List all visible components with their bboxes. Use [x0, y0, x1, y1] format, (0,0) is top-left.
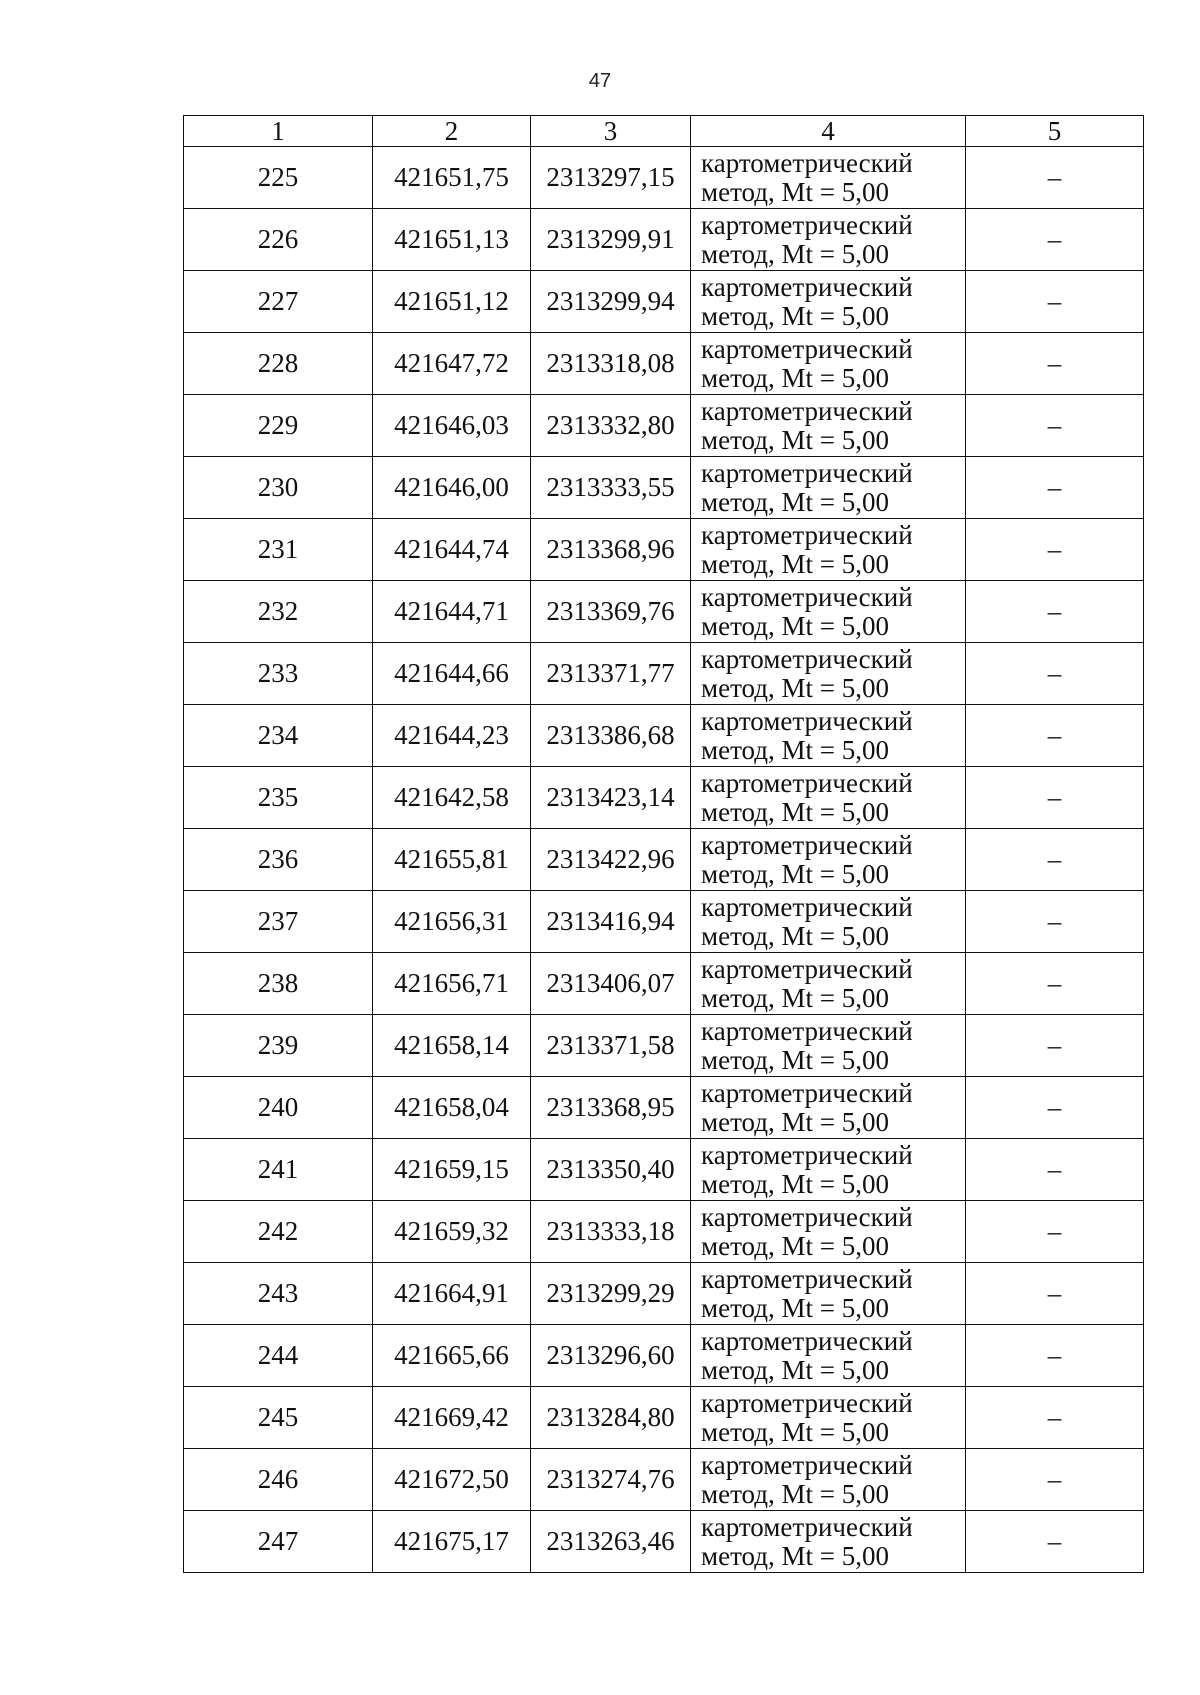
- method-line-2: метод, Mt = 5,00: [701, 1478, 889, 1509]
- table-row: [184, 1139, 1144, 1201]
- y-coordinate-cell: 2313333,55: [531, 457, 691, 519]
- column-5-cell: –: [966, 519, 1144, 581]
- column-5-cell: –: [966, 767, 1144, 829]
- table-row: [184, 829, 1144, 891]
- method-cell: [691, 705, 966, 767]
- table-row: [184, 147, 1144, 209]
- method-line-1: картометрический: [701, 1449, 913, 1480]
- table-row: [184, 1511, 1144, 1573]
- method-cell: [691, 1511, 966, 1573]
- point-number-cell: 234: [184, 705, 373, 767]
- method-cell: [691, 767, 966, 829]
- point-number-cell: 235: [184, 767, 373, 829]
- method-line-1: картометрический: [701, 1325, 913, 1356]
- header-col-1: 1: [184, 116, 373, 147]
- method-line-1: картометрический: [701, 1387, 913, 1418]
- method-line-1: картометрический: [701, 1263, 913, 1294]
- x-coordinate-cell: 421651,12: [373, 271, 531, 333]
- table-row: [184, 1201, 1144, 1263]
- table-row: [184, 519, 1144, 581]
- x-coordinate-cell: 421669,42: [373, 1387, 531, 1449]
- method-line-2: метод, Mt = 5,00: [701, 858, 889, 889]
- header-col-5: 5: [966, 116, 1144, 147]
- method-cell: [691, 519, 966, 581]
- method-cell: [691, 1325, 966, 1387]
- method-line-2: метод, Mt = 5,00: [701, 1106, 889, 1137]
- table-row: [184, 395, 1144, 457]
- x-coordinate-cell: 421655,81: [373, 829, 531, 891]
- point-number-cell: 245: [184, 1387, 373, 1449]
- table-body: [184, 147, 1144, 1573]
- point-number-cell: 244: [184, 1325, 373, 1387]
- y-coordinate-cell: 2313416,94: [531, 891, 691, 953]
- method-line-1: картометрический: [701, 829, 913, 860]
- column-5-cell: –: [966, 829, 1144, 891]
- column-5-cell: –: [966, 147, 1144, 209]
- point-number-cell: 236: [184, 829, 373, 891]
- table-row: [184, 891, 1144, 953]
- method-line-1: картометрический: [701, 1139, 913, 1170]
- x-coordinate-cell: 421659,32: [373, 1201, 531, 1263]
- y-coordinate-cell: 2313263,46: [531, 1511, 691, 1573]
- x-coordinate-cell: 421675,17: [373, 1511, 531, 1573]
- method-line-2: метод, Mt = 5,00: [701, 1168, 889, 1199]
- y-coordinate-cell: 2313369,76: [531, 581, 691, 643]
- table-row: [184, 1449, 1144, 1511]
- y-coordinate-cell: 2313274,76: [531, 1449, 691, 1511]
- x-coordinate-cell: 421656,71: [373, 953, 531, 1015]
- header-col-3: 3: [531, 116, 691, 147]
- method-line-1: картометрический: [701, 705, 913, 736]
- point-number-cell: 230: [184, 457, 373, 519]
- point-number-cell: 227: [184, 271, 373, 333]
- method-line-2: метод, Mt = 5,00: [701, 238, 889, 269]
- coordinates-table: [183, 115, 1144, 1573]
- table-header-row: [184, 116, 1144, 147]
- method-line-1: картометрический: [701, 581, 913, 612]
- method-cell: [691, 333, 966, 395]
- x-coordinate-cell: 421658,14: [373, 1015, 531, 1077]
- column-5-cell: –: [966, 457, 1144, 519]
- point-number-cell: 231: [184, 519, 373, 581]
- y-coordinate-cell: 2313299,91: [531, 209, 691, 271]
- y-coordinate-cell: 2313371,58: [531, 1015, 691, 1077]
- y-coordinate-cell: 2313350,40: [531, 1139, 691, 1201]
- method-cell: [691, 953, 966, 1015]
- y-coordinate-cell: 2313371,77: [531, 643, 691, 705]
- table-row: [184, 209, 1144, 271]
- method-line-2: метод, Mt = 5,00: [701, 362, 889, 393]
- method-line-2: метод, Mt = 5,00: [701, 486, 889, 517]
- method-line-2: метод, Mt = 5,00: [701, 1230, 889, 1261]
- method-line-1: картометрический: [701, 147, 913, 178]
- method-line-2: метод, Mt = 5,00: [701, 300, 889, 331]
- method-line-1: картометрический: [701, 1201, 913, 1232]
- method-line-2: метод, Mt = 5,00: [701, 920, 889, 951]
- method-line-1: картометрический: [701, 1077, 913, 1108]
- column-5-cell: –: [966, 1387, 1144, 1449]
- point-number-cell: 242: [184, 1201, 373, 1263]
- x-coordinate-cell: 421644,66: [373, 643, 531, 705]
- method-cell: [691, 395, 966, 457]
- method-line-1: картометрический: [701, 1511, 913, 1542]
- point-number-cell: 240: [184, 1077, 373, 1139]
- method-line-2: метод, Mt = 5,00: [701, 548, 889, 579]
- column-5-cell: –: [966, 581, 1144, 643]
- table-row: [184, 1387, 1144, 1449]
- y-coordinate-cell: 2313422,96: [531, 829, 691, 891]
- method-cell: [691, 1387, 966, 1449]
- header-col-4: 4: [691, 116, 966, 147]
- column-5-cell: –: [966, 1201, 1144, 1263]
- method-cell: [691, 1139, 966, 1201]
- x-coordinate-cell: 421672,50: [373, 1449, 531, 1511]
- method-cell: [691, 891, 966, 953]
- point-number-cell: 229: [184, 395, 373, 457]
- table-row: [184, 767, 1144, 829]
- column-5-cell: –: [966, 271, 1144, 333]
- y-coordinate-cell: 2313299,29: [531, 1263, 691, 1325]
- method-line-1: картометрический: [701, 271, 913, 302]
- table-row: [184, 1263, 1144, 1325]
- method-line-1: картометрический: [701, 1015, 913, 1046]
- column-5-cell: –: [966, 209, 1144, 271]
- point-number-cell: 232: [184, 581, 373, 643]
- y-coordinate-cell: 2313333,18: [531, 1201, 691, 1263]
- method-line-2: метод, Mt = 5,00: [701, 610, 889, 641]
- point-number-cell: 241: [184, 1139, 373, 1201]
- point-number-cell: 225: [184, 147, 373, 209]
- column-5-cell: –: [966, 705, 1144, 767]
- method-line-1: картометрический: [701, 519, 913, 550]
- column-5-cell: –: [966, 1139, 1144, 1201]
- column-5-cell: –: [966, 1325, 1144, 1387]
- method-cell: [691, 1449, 966, 1511]
- method-line-2: метод, Mt = 5,00: [701, 1540, 889, 1571]
- method-line-1: картометрический: [701, 333, 913, 364]
- column-5-cell: –: [966, 953, 1144, 1015]
- method-line-1: картометрический: [701, 395, 913, 426]
- method-line-2: метод, Mt = 5,00: [701, 1416, 889, 1447]
- y-coordinate-cell: 2313386,68: [531, 705, 691, 767]
- table-row: [184, 333, 1144, 395]
- x-coordinate-cell: 421664,91: [373, 1263, 531, 1325]
- header-col-2: 2: [373, 116, 531, 147]
- column-5-cell: –: [966, 395, 1144, 457]
- method-cell: [691, 1015, 966, 1077]
- method-line-1: картометрический: [701, 209, 913, 240]
- method-cell: [691, 643, 966, 705]
- table-row: [184, 1325, 1144, 1387]
- method-line-2: метод, Mt = 5,00: [701, 176, 889, 207]
- x-coordinate-cell: 421644,23: [373, 705, 531, 767]
- x-coordinate-cell: 421644,71: [373, 581, 531, 643]
- x-coordinate-cell: 421658,04: [373, 1077, 531, 1139]
- column-5-cell: –: [966, 891, 1144, 953]
- column-5-cell: –: [966, 1511, 1144, 1573]
- column-5-cell: –: [966, 333, 1144, 395]
- table-row: [184, 457, 1144, 519]
- table-row: [184, 705, 1144, 767]
- column-5-cell: –: [966, 1077, 1144, 1139]
- method-line-1: картометрический: [701, 891, 913, 922]
- column-5-cell: –: [966, 643, 1144, 705]
- y-coordinate-cell: 2313297,15: [531, 147, 691, 209]
- point-number-cell: 226: [184, 209, 373, 271]
- x-coordinate-cell: 421644,74: [373, 519, 531, 581]
- y-coordinate-cell: 2313406,07: [531, 953, 691, 1015]
- point-number-cell: 243: [184, 1263, 373, 1325]
- point-number-cell: 246: [184, 1449, 373, 1511]
- method-line-2: метод, Mt = 5,00: [701, 982, 889, 1013]
- point-number-cell: 247: [184, 1511, 373, 1573]
- y-coordinate-cell: 2313332,80: [531, 395, 691, 457]
- method-line-2: метод, Mt = 5,00: [701, 1044, 889, 1075]
- y-coordinate-cell: 2313299,94: [531, 271, 691, 333]
- y-coordinate-cell: 2313284,80: [531, 1387, 691, 1449]
- point-number-cell: 237: [184, 891, 373, 953]
- table-row: [184, 953, 1144, 1015]
- point-number-cell: 238: [184, 953, 373, 1015]
- x-coordinate-cell: 421646,03: [373, 395, 531, 457]
- x-coordinate-cell: 421647,72: [373, 333, 531, 395]
- point-number-cell: 233: [184, 643, 373, 705]
- x-coordinate-cell: 421665,66: [373, 1325, 531, 1387]
- page-number: 47: [588, 70, 612, 92]
- method-line-2: метод, Mt = 5,00: [701, 796, 889, 827]
- method-cell: [691, 1201, 966, 1263]
- table-row: [184, 643, 1144, 705]
- point-number-cell: 239: [184, 1015, 373, 1077]
- y-coordinate-cell: 2313368,95: [531, 1077, 691, 1139]
- method-line-2: метод, Mt = 5,00: [701, 672, 889, 703]
- point-number-cell: 228: [184, 333, 373, 395]
- method-cell: [691, 147, 966, 209]
- method-cell: [691, 209, 966, 271]
- method-line-2: метод, Mt = 5,00: [701, 1354, 889, 1385]
- y-coordinate-cell: 2313318,08: [531, 333, 691, 395]
- method-line-2: метод, Mt = 5,00: [701, 424, 889, 455]
- method-cell: [691, 581, 966, 643]
- method-line-1: картометрический: [701, 457, 913, 488]
- column-5-cell: –: [966, 1015, 1144, 1077]
- method-cell: [691, 829, 966, 891]
- method-line-1: картометрический: [701, 643, 913, 674]
- table-row: [184, 1077, 1144, 1139]
- method-line-1: картометрический: [701, 953, 913, 984]
- table-row: [184, 581, 1144, 643]
- y-coordinate-cell: 2313296,60: [531, 1325, 691, 1387]
- method-cell: [691, 271, 966, 333]
- x-coordinate-cell: 421651,13: [373, 209, 531, 271]
- method-line-1: картометрический: [701, 767, 913, 798]
- method-cell: [691, 1263, 966, 1325]
- method-cell: [691, 1077, 966, 1139]
- method-line-2: метод, Mt = 5,00: [701, 734, 889, 765]
- y-coordinate-cell: 2313368,96: [531, 519, 691, 581]
- x-coordinate-cell: 421642,58: [373, 767, 531, 829]
- table-row: [184, 271, 1144, 333]
- x-coordinate-cell: 421651,75: [373, 147, 531, 209]
- y-coordinate-cell: 2313423,14: [531, 767, 691, 829]
- table-row: [184, 1015, 1144, 1077]
- method-line-2: метод, Mt = 5,00: [701, 1292, 889, 1323]
- x-coordinate-cell: 421659,15: [373, 1139, 531, 1201]
- x-coordinate-cell: 421656,31: [373, 891, 531, 953]
- method-cell: [691, 457, 966, 519]
- column-5-cell: –: [966, 1449, 1144, 1511]
- x-coordinate-cell: 421646,00: [373, 457, 531, 519]
- column-5-cell: –: [966, 1263, 1144, 1325]
